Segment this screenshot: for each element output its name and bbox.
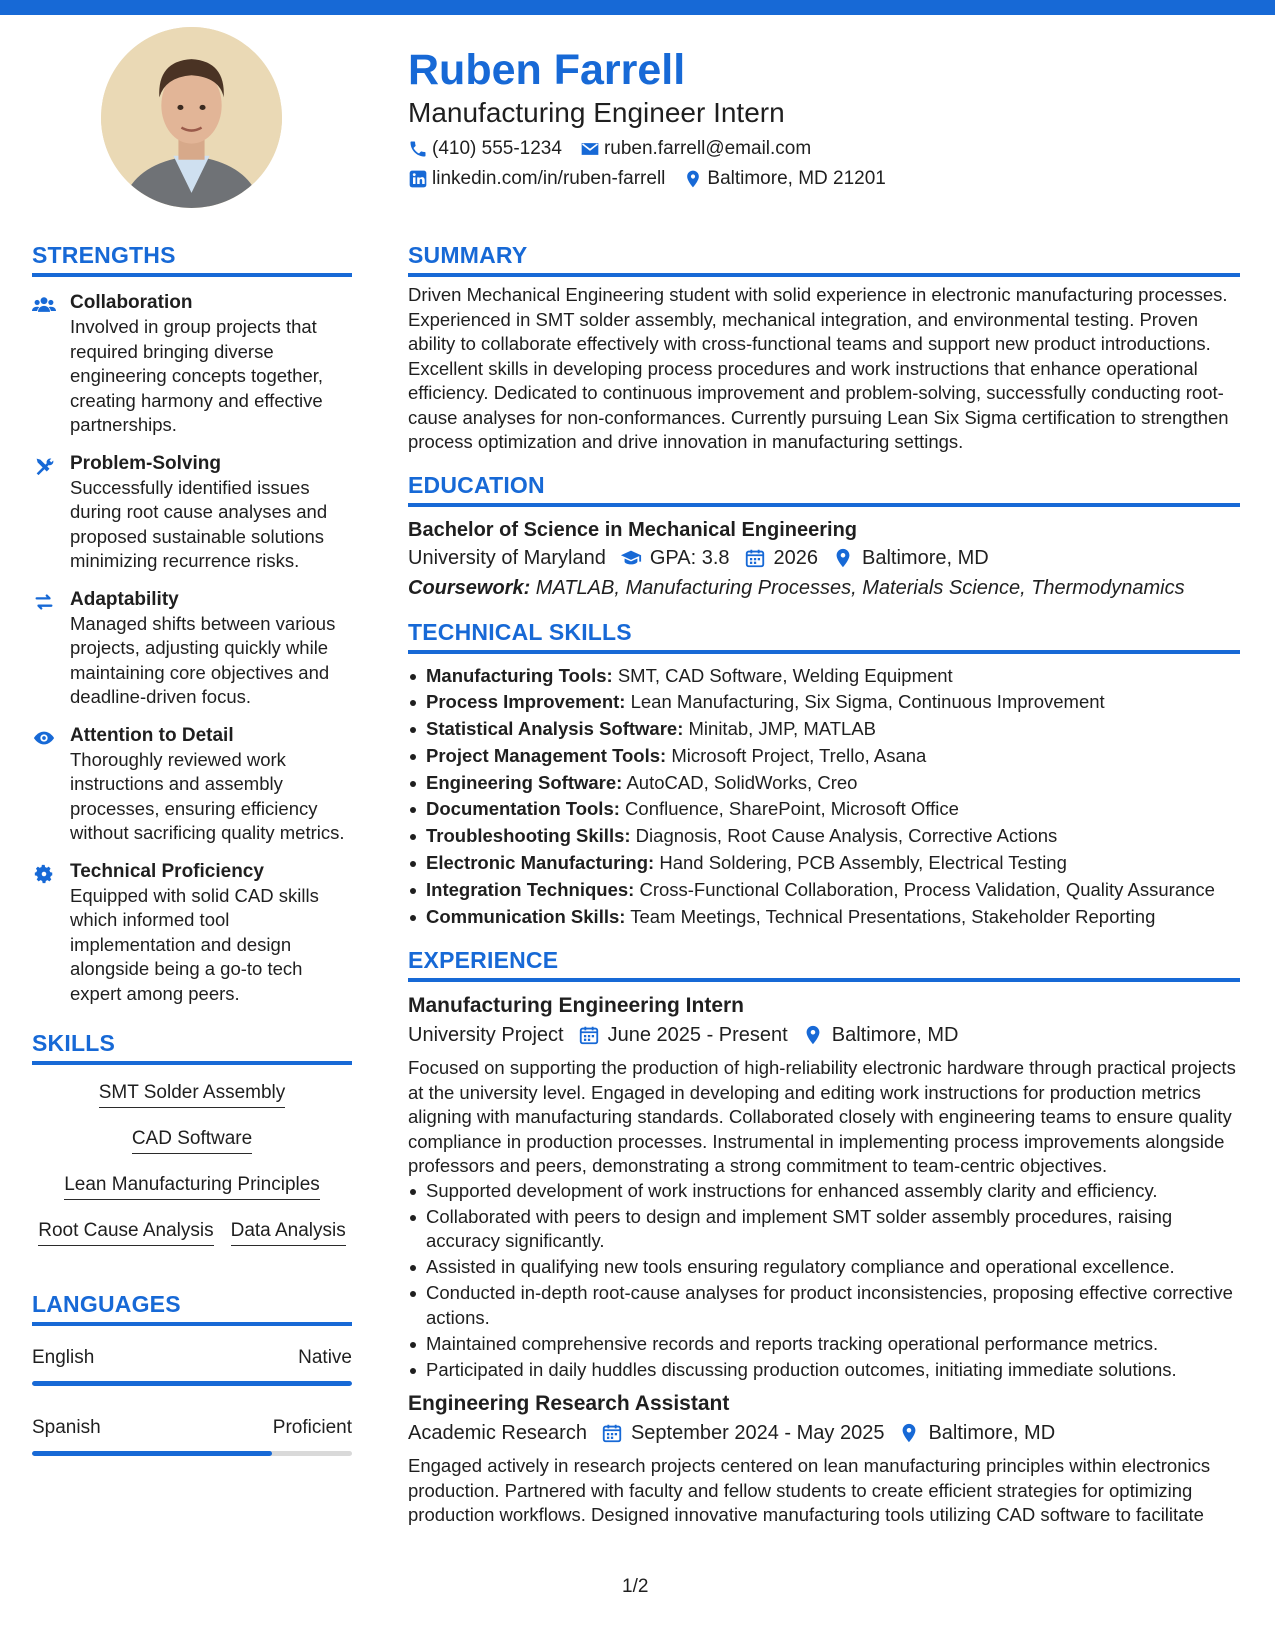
tech-skill-label: Electronic Manufacturing: xyxy=(426,852,655,874)
email-text: ruben.farrell@email.com xyxy=(603,138,812,159)
tech-skill-item xyxy=(408,850,1240,877)
map-pin-icon xyxy=(898,1422,920,1444)
tech-skill-label: Process Improvement: xyxy=(426,691,626,713)
strength-title: Attention to Detail xyxy=(70,724,234,746)
location-text: Baltimore, MD 21201 xyxy=(707,168,886,189)
tech-skill-label: Project Management Tools: xyxy=(426,744,667,766)
calendar-icon xyxy=(601,1422,623,1444)
skills-list xyxy=(32,1081,352,1265)
languages-heading: LANGUAGES xyxy=(32,1291,181,1317)
gear-icon xyxy=(32,863,56,885)
graduation-year: 2026 xyxy=(773,546,819,569)
section-divider xyxy=(408,503,1240,507)
linkedin-icon xyxy=(408,169,428,189)
top-accent-bar xyxy=(0,0,1275,15)
tech-skill-value: Diagnosis, Root Cause Analysis, Corrective Actions xyxy=(630,825,1058,847)
tech-skill-value: Confluence, SharePoint, Microsoft Office xyxy=(619,798,959,820)
gpa-text: GPA: 3.8 xyxy=(649,546,730,569)
job-meta xyxy=(408,1418,1240,1448)
strength-item xyxy=(32,588,352,710)
job-title: Engineering Research Assistant xyxy=(408,1392,730,1416)
coursework-line xyxy=(408,573,1240,603)
language-level: Proficient xyxy=(272,1417,352,1438)
strength-title: Problem-Solving xyxy=(70,452,221,474)
technical-skills-heading: TECHNICAL SKILLS xyxy=(408,618,632,645)
left-column xyxy=(32,240,352,1456)
job-bullet: Supported development of work instructions for enhanced assembly clarity and efficiency. xyxy=(408,1179,1240,1204)
skills-heading: SKILLS xyxy=(32,1030,115,1056)
phone-contact[interactable] xyxy=(408,134,562,164)
calendar-icon xyxy=(578,1024,600,1046)
tech-skill-item xyxy=(408,796,1240,823)
summary-text: Driven Mechanical Engineering student with solid experience in electronic manufacturing processes. Experienced in SMT solder assembly, mechanical integration, and environmental testing. Proven ability to collaborate effectively with cross-functional teams and support new product introductions. Excellent skills in developing process procedures and work instructions that enhance operational efficiency. Dedicated to continuous improvement and problem-solving, successfully conducting root-cause analyses for non-conformances. Currently pursuing Lean Six Sigma certification to strengthen process optimization and drive innovation in manufacturing settings. xyxy=(408,284,1229,452)
skill-tag: Root Cause Analysis xyxy=(38,1219,213,1246)
coursework-label: Coursework: xyxy=(408,576,531,599)
tech-skill-value: Microsoft Project, Trello, Asana xyxy=(666,744,927,766)
tech-skill-value: Minitab, JMP, MATLAB xyxy=(683,718,876,740)
map-pin-icon xyxy=(802,1024,824,1046)
job-title: Manufacturing Engineering Intern xyxy=(408,994,745,1018)
candidate-title: Manufacturing Engineer Intern xyxy=(408,97,785,128)
job-org: University Project xyxy=(408,1024,564,1047)
tech-skill-item xyxy=(408,823,1240,850)
tools-icon xyxy=(32,455,56,477)
job-description: Focused on supporting the production of high-reliability electronic hardware through practical projects at the university level. Engaged in developing and editing work instructions for production metrics aligning with manufacturing standards. Collaborated closely with engineering teams to ensure quality compliance in production processes. Instrumental in implementing process improvements alongside professors and peers, demonstrating a strong commitment to team-centric objectives. xyxy=(408,1057,1236,1177)
section-divider xyxy=(408,978,1240,982)
tech-skill-value: Cross-Functional Collaboration, Process Validation, Quality Assurance xyxy=(634,878,1215,900)
section-divider xyxy=(32,273,352,277)
linkedin-contact[interactable] xyxy=(408,164,665,194)
section-divider xyxy=(32,1322,352,1326)
calendar-icon xyxy=(744,547,766,569)
language-level: Native xyxy=(298,1347,352,1368)
skill-tag: Data Analysis xyxy=(231,1219,346,1246)
strength-desc: Managed shifts between various projects, adjusting quickly while maintaining core objectives and deadline-driven focus. xyxy=(70,612,336,707)
tech-skill-label: Integration Techniques: xyxy=(426,878,635,900)
right-column xyxy=(408,240,1240,1528)
tech-skill-label: Statistical Analysis Software: xyxy=(426,718,684,740)
phone-text: (410) 555-1234 xyxy=(432,138,562,159)
linkedin-text: linkedin.com/in/ruben-farrell xyxy=(432,168,666,189)
email-icon xyxy=(580,139,600,159)
education-meta xyxy=(408,543,1240,573)
job-bullet: Maintained comprehensive records and reports tracking operational performance metrics. xyxy=(408,1332,1240,1357)
exchange-icon xyxy=(32,591,56,613)
resume-header xyxy=(408,44,1238,194)
tech-skill-item xyxy=(408,716,1240,743)
technical-skills-list xyxy=(408,663,1240,931)
phone-icon xyxy=(408,139,428,159)
location-contact xyxy=(683,164,885,194)
strengths-heading: STRENGTHS xyxy=(32,242,176,268)
job-dates: September 2024 - May 2025 xyxy=(630,1422,885,1445)
school-name: University of Maryland xyxy=(408,546,606,569)
tech-skill-label: Manufacturing Tools: xyxy=(426,664,613,686)
skill-tag: CAD Software xyxy=(132,1127,252,1154)
strength-desc: Successfully identified issues during root cause analyses and proposed sustainable solutions minimizing recurrence risks. xyxy=(70,476,328,571)
strength-desc: Involved in group projects that required bringing diverse engineering concepts together, creating harmony and effective partnerships. xyxy=(70,316,324,435)
coursework-list: MATLAB, Manufacturing Processes, Materials Science, Thermodynamics xyxy=(530,576,1185,599)
job-description: Engaged actively in research projects centered on lean manufacturing principles within electronics production. Partnered with faculty and fellow students to create efficient strategies for optimizing production workflows. Designed innovative manufacturing tools utilizing CAD software to facilitate xyxy=(408,1455,1211,1526)
email-contact[interactable] xyxy=(580,134,811,164)
tech-skill-value: Hand Soldering, PCB Assembly, Electrical Testing xyxy=(654,852,1067,874)
tech-skill-label: Troubleshooting Skills: xyxy=(426,825,631,847)
strength-item xyxy=(32,860,352,1007)
experience-heading: EXPERIENCE xyxy=(408,947,559,974)
candidate-name: Ruben Farrell xyxy=(408,46,686,94)
strength-item xyxy=(32,724,352,846)
degree-title: Bachelor of Science in Mechanical Engineering xyxy=(408,518,858,541)
job-org: Academic Research xyxy=(408,1422,587,1445)
language-name: Spanish xyxy=(32,1417,101,1438)
language-name: English xyxy=(32,1347,95,1368)
strength-title: Adaptability xyxy=(70,588,179,610)
page-number: 1/2 xyxy=(622,1576,649,1597)
tech-skill-item xyxy=(408,904,1240,931)
strength-title: Technical Proficiency xyxy=(70,860,264,882)
strength-item xyxy=(32,291,352,438)
map-pin-icon xyxy=(832,547,854,569)
language-proficiency-bar xyxy=(32,1451,352,1456)
language-proficiency-bar xyxy=(32,1381,352,1386)
map-pin-icon xyxy=(683,169,703,189)
section-divider xyxy=(408,650,1240,654)
skill-tag: SMT Solder Assembly xyxy=(99,1081,286,1108)
language-item xyxy=(32,1416,352,1456)
tech-skill-item xyxy=(408,689,1240,716)
section-divider xyxy=(32,1061,352,1065)
language-item xyxy=(32,1346,352,1386)
users-icon xyxy=(32,294,56,316)
education-heading: EDUCATION xyxy=(408,471,545,498)
tech-skill-label: Documentation Tools: xyxy=(426,798,620,820)
job-location: Baltimore, MD xyxy=(831,1024,959,1047)
job-dates: June 2025 - Present xyxy=(607,1024,788,1047)
tech-skill-item xyxy=(408,877,1240,904)
eye-icon xyxy=(32,727,56,749)
section-divider xyxy=(408,273,1240,277)
job-location: Baltimore, MD xyxy=(928,1422,1056,1445)
summary-heading: SUMMARY xyxy=(408,242,528,268)
job-meta xyxy=(408,1020,1240,1050)
tech-skill-item xyxy=(408,770,1240,797)
job-bullet: Collaborated with peers to design and implement SMT solder assembly procedures, raising accuracy significantly. xyxy=(408,1205,1240,1254)
job-bullet: Conducted in-depth root-cause analyses for product inconsistencies, proposing effective corrective actions. xyxy=(408,1281,1240,1330)
strength-title: Collaboration xyxy=(70,292,193,313)
graduation-cap-icon xyxy=(620,547,642,569)
tech-skill-value: Lean Manufacturing, Six Sigma, Continuous Improvement xyxy=(625,691,1105,713)
education-location: Baltimore, MD xyxy=(862,546,989,569)
tech-skill-value: AutoCAD, SolidWorks, Creo xyxy=(622,771,858,793)
skill-tag: Lean Manufacturing Principles xyxy=(64,1173,320,1200)
tech-skill-value: Team Meetings, Technical Presentations, Stakeholder Reporting xyxy=(625,905,1156,927)
tech-skill-label: Engineering Software: xyxy=(426,771,623,793)
profile-photo xyxy=(101,27,282,208)
tech-skill-item xyxy=(408,743,1240,770)
strength-desc: Thoroughly reviewed work instructions and assembly processes, ensuring efficiency without sacrificing quality metrics. xyxy=(70,748,345,843)
job-bullet: Participated in daily huddles discussing production outcomes, initiating immediate solutions. xyxy=(408,1358,1240,1383)
job-bullets xyxy=(408,1179,1240,1383)
tech-skill-value: SMT, CAD Software, Welding Equipment xyxy=(612,664,953,686)
tech-skill-label: Communication Skills: xyxy=(426,905,626,927)
tech-skill-item xyxy=(408,663,1240,690)
strength-desc: Equipped with solid CAD skills which informed tool implementation and design alongside being a go-to tech expert among peers. xyxy=(70,884,319,1004)
strength-item xyxy=(32,452,352,574)
job-bullet: Assisted in qualifying new tools ensuring regulatory compliance and operational excellence. xyxy=(408,1255,1240,1280)
